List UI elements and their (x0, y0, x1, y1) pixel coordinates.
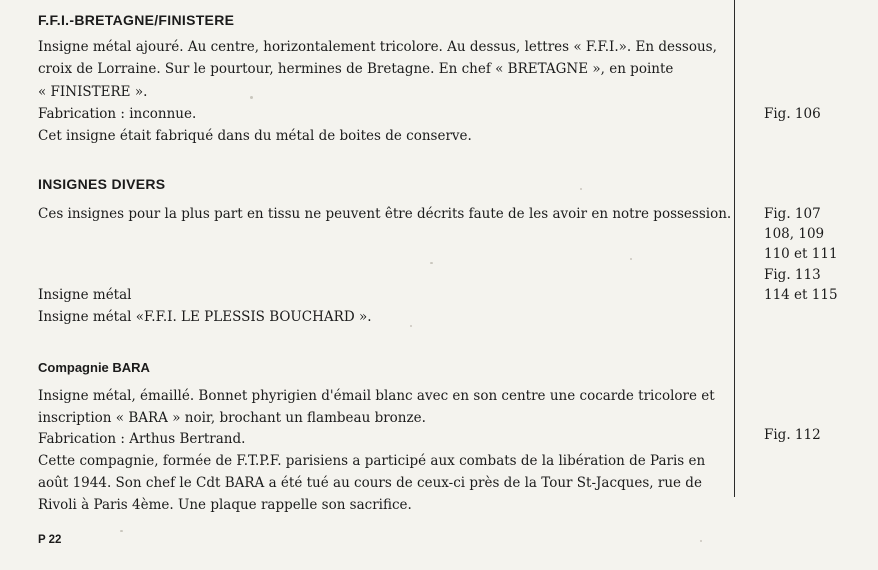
fig-ref: Fig. 107 (764, 206, 821, 222)
paper-speck (410, 325, 412, 327)
paper-speck (250, 96, 253, 99)
section-title-insignes-divers: INSIGNES DIVERS (38, 176, 166, 192)
section3-line: Fabrication : Arthus Bertrand. (38, 431, 246, 447)
paper-speck (120, 530, 123, 532)
page-number: P 22 (38, 534, 62, 546)
section1-line: Insigne métal ajouré. Au centre, horizontalement tricolore. Au dessus, lettres « F.F.I.». En dessous, (38, 39, 717, 55)
column-divider (734, 0, 735, 497)
fig-ref: Fig. 113 (764, 267, 821, 283)
paper-speck (700, 540, 702, 542)
section3-line: inscription « BARA » noir, brochant un flambeau bronze. (38, 410, 426, 426)
paper-speck (630, 258, 632, 260)
fig-ref-112: Fig. 112 (764, 427, 821, 443)
section1-line: Cet insigne était fabriqué dans du métal de boites de conserve. (38, 128, 472, 144)
fig-ref: 108, 109 (764, 226, 825, 242)
section3-line: août 1944. Son chef le Cdt BARA a été tué au cours de ceux-ci près de la Tour St-Jacques, rue de (38, 475, 702, 491)
section2-line: Ces insignes pour la plus part en tissu ne peuvent être décrits faute de les avoir en notre possession. (38, 206, 732, 222)
fig-ref: 110 et 111 (764, 246, 838, 262)
paper-speck (580, 188, 582, 190)
section3-line: Rivoli à Paris 4ème. Une plaque rappelle son sacrifice. (38, 497, 412, 513)
section1-line: Fabrication : inconnue. (38, 106, 197, 122)
section-title-ffi-bretagne: F.F.I.-BRETAGNE/FINISTERE (38, 12, 235, 28)
section3-line: Cette compagnie, formée de F.T.P.F. parisiens a participé aux combats de la libération de Paris en (38, 453, 706, 469)
section3-line: Insigne métal, émaillé. Bonnet phyrigien d'émail blanc avec en son centre une cocarde tricolore et (38, 388, 715, 404)
fig-ref: 114 et 115 (764, 287, 838, 303)
fig-ref-106: Fig. 106 (764, 106, 821, 122)
paper-speck (430, 262, 433, 264)
section2-line: Insigne métal (38, 287, 132, 303)
section-title-compagnie-bara: Compagnie BARA (38, 360, 150, 375)
section1-line: croix de Lorraine. Sur le pourtour, hermines de Bretagne. En chef « BRETAGNE », en pointe (38, 61, 674, 77)
section2-line: Insigne métal «F.F.I. LE PLESSIS BOUCHARD ». (38, 309, 372, 325)
section1-line: « FINISTERE ». (38, 84, 148, 100)
